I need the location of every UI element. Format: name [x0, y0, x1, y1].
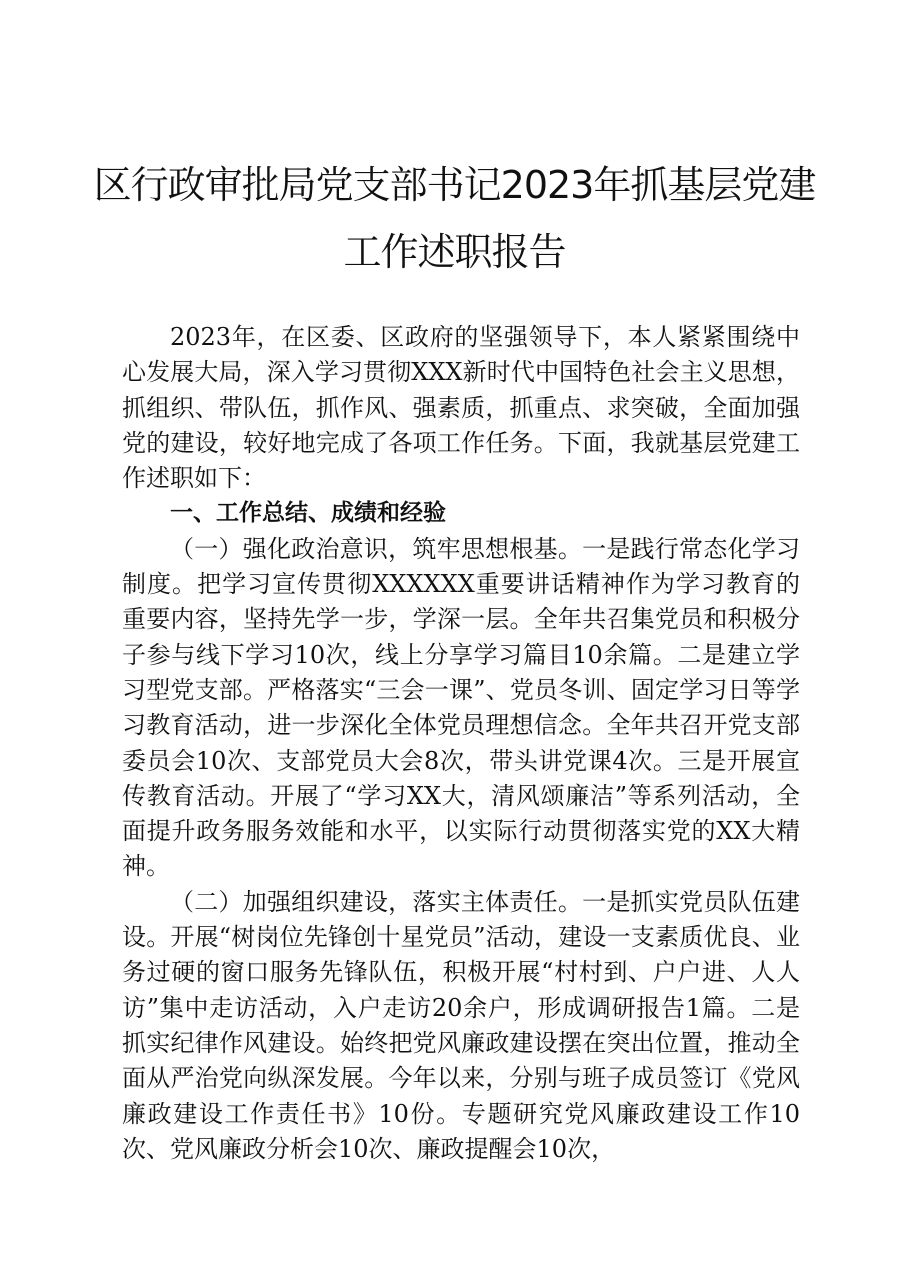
document-title-line-1: 区行政审批局党支部书记2023年抓基层党建 [93, 163, 816, 207]
body-paragraph-2: （二）加强组织建设，落实主体责任。一是抓实党员队伍建设。开展“树岗位先锋创十星党员”活动，建设一支素质优良、业务过硬的窗口服务先锋队伍，积极开展“村村到、户户进、人人访”集中走访活动，入户走访20余户，形成调研报告1篇。二是抓实纪律作风建设。始终把党风廉政建设摆在突出位置，推动全面从严治党向纵深发展。今年以来，分别与班子成员签订《党风廉政建设工作责任书》10份。专题研究党风廉政建设工作10次、党风廉政分析会10次、廉政提醒会10次， [122, 887, 800, 1163]
document-title-line-2: 工作述职报告 [343, 230, 566, 274]
body-paragraph-1: （一）强化政治意识，筑牢思想根基。一是践行常态化学习制度。把学习宣传贯彻XXXXXX重要讲话精神作为学习教育的重要内容，坚持先学一步，学深一层。全年共召集党员和积极分子参与线下学习10次，线上分享学习篇目10余篇。二是建立学习型党支部。严格落实“三会一课”、党员冬训、固定学习日等学习教育活动，进一步深化全体党员理想信念。全年共召开党支部委员会10次、支部党员大会8次，带头讲党课4次。三是开展宣传教育活动。开展了“学习XX大，清风颂廉洁”等系列活动，全面提升政务服务效能和水平，以实际行动贯彻落实党的XX大精神。 [122, 534, 800, 881]
intro-paragraph: 2023年，在区委、区政府的坚强领导下，本人紧紧围绕中心发展大局，深入学习贯彻XXX新时代中国特色社会主义思想，抓组织、带队伍，抓作风、强素质，抓重点、求突破，全面加强党的建设，较好地完成了各项工作任务。下面，我就基层党建工作述职如下： [122, 323, 800, 493]
document-body [122, 320, 800, 1167]
section-heading: 一、工作总结、成绩和经验 [170, 500, 446, 527]
